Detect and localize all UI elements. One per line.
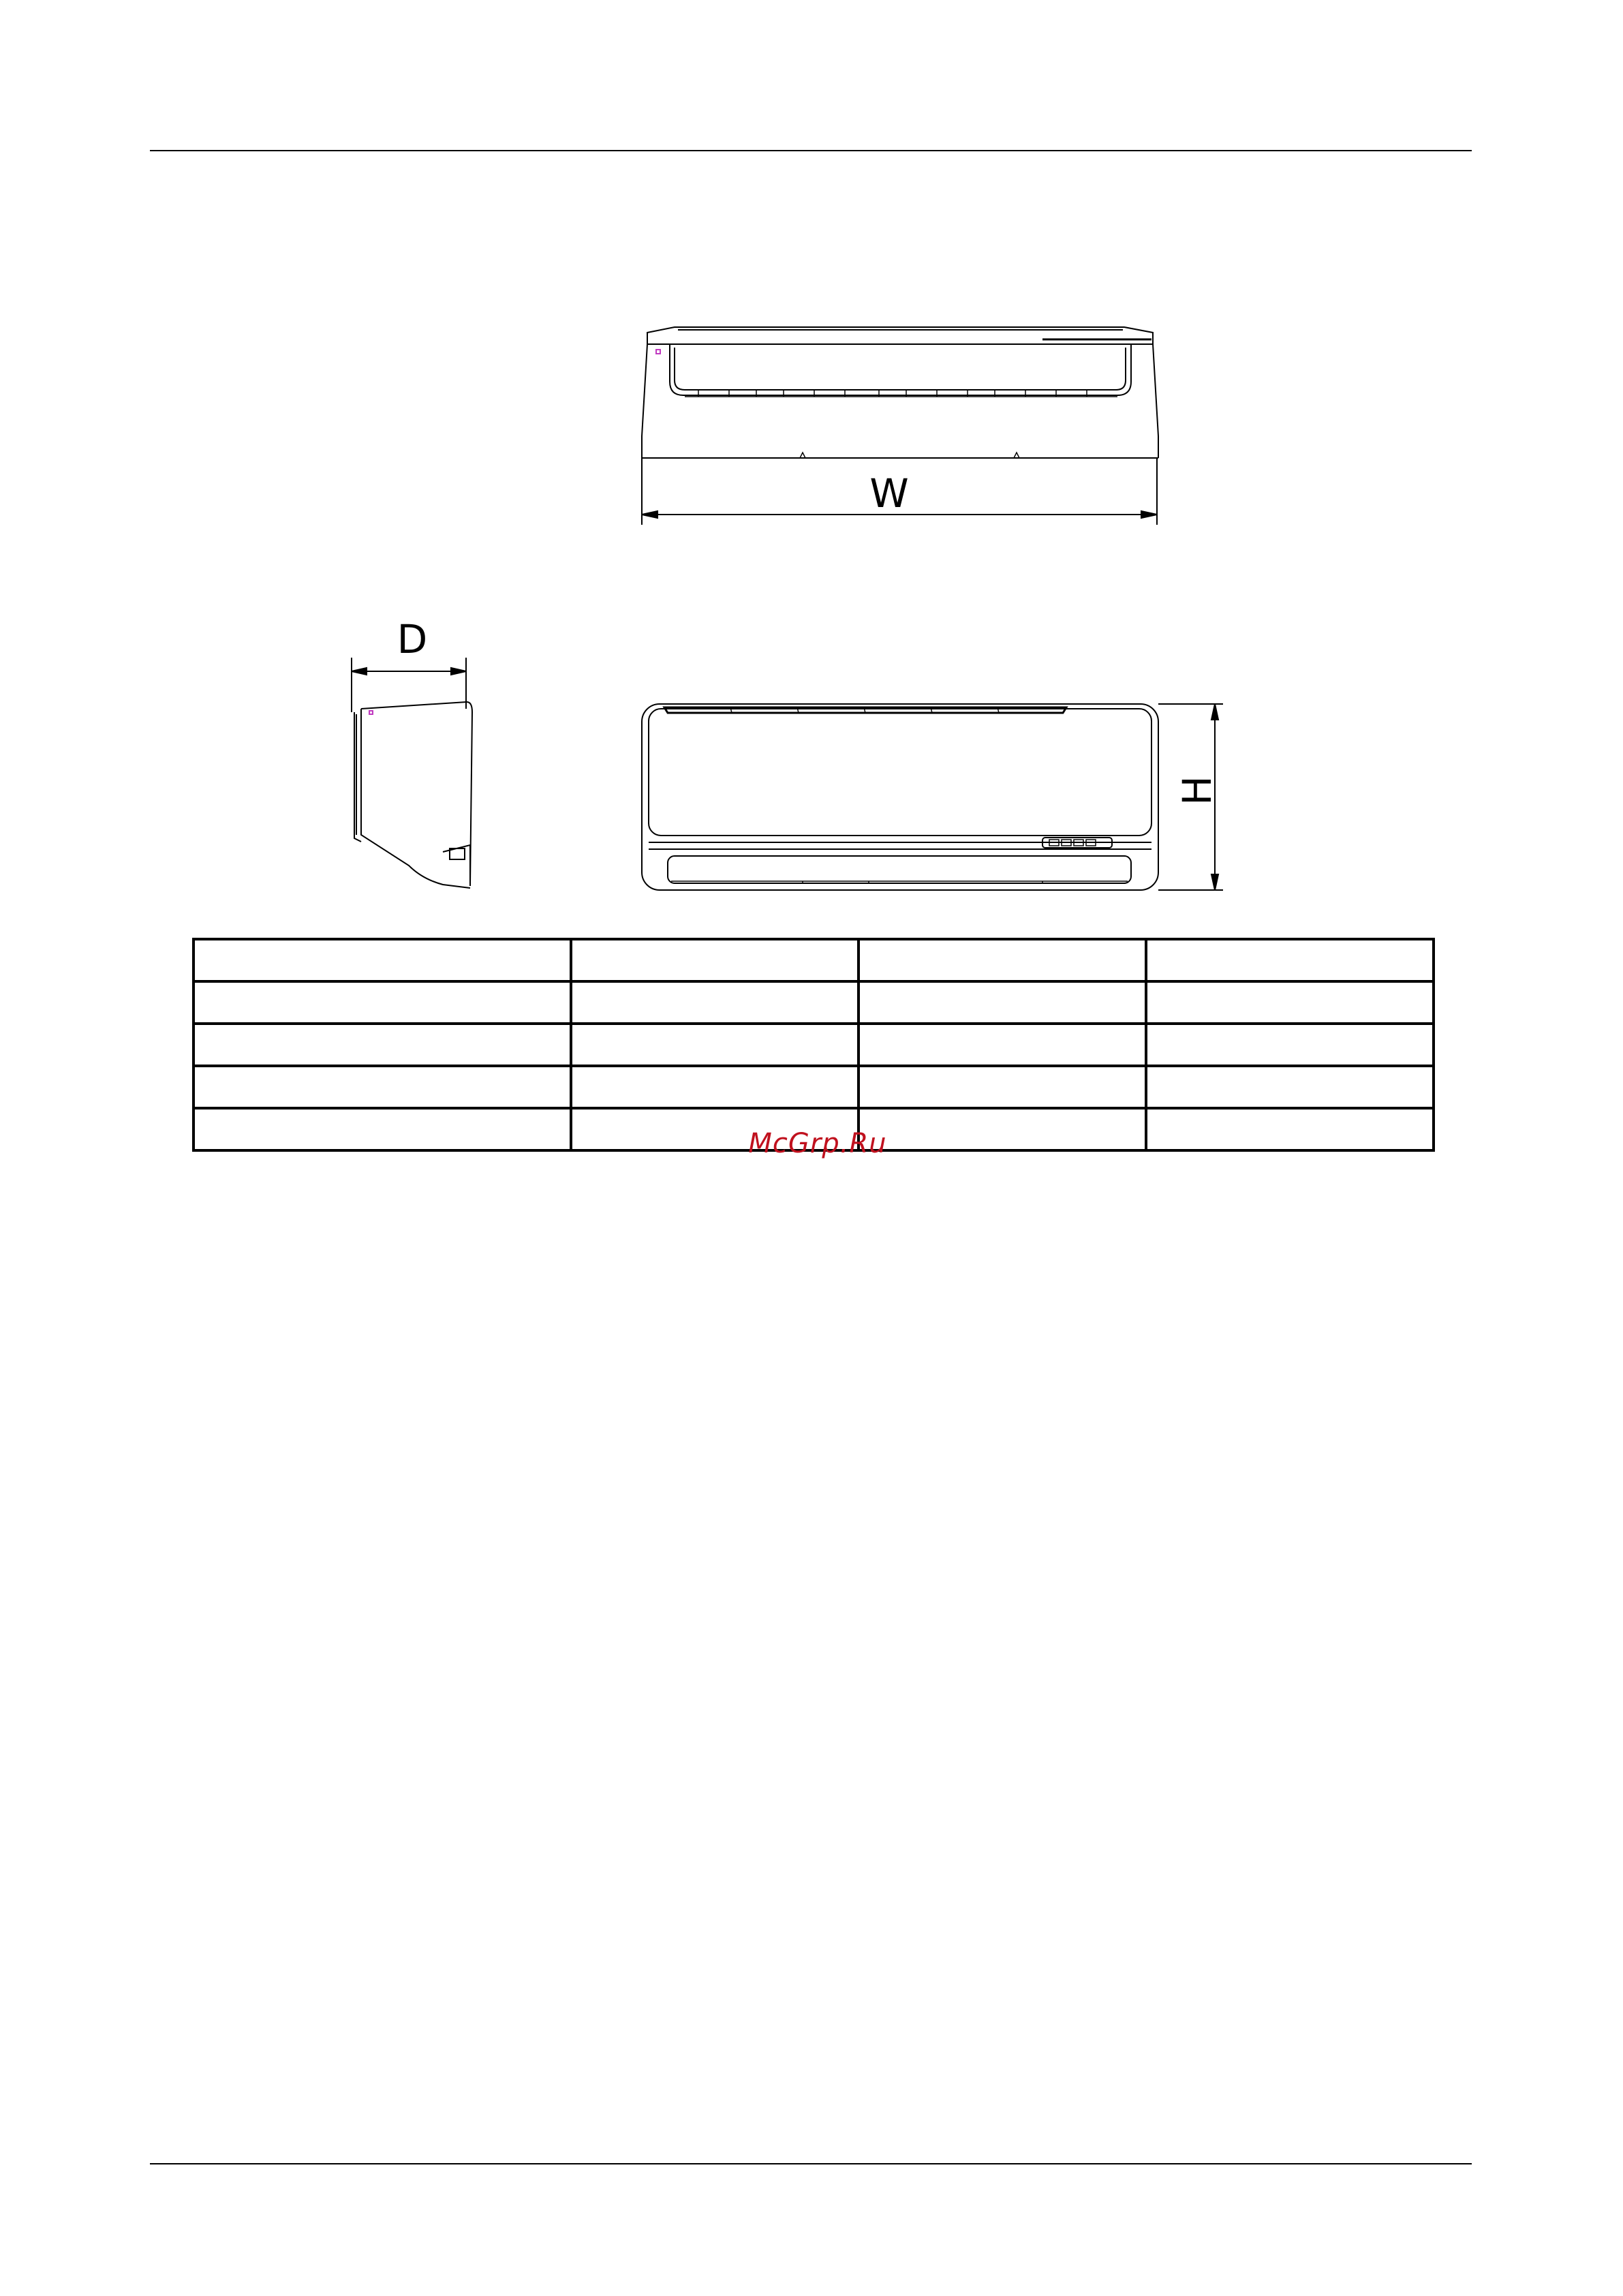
side-view-drawing <box>354 702 472 888</box>
table-cell <box>1146 939 1434 981</box>
depth-dimension <box>352 658 466 712</box>
table-cell <box>571 981 859 1024</box>
front-view-drawing <box>642 704 1158 890</box>
table-cell <box>859 1066 1146 1108</box>
table-cell <box>571 939 859 981</box>
indoor-unit-dimension-drawings <box>0 0 1623 927</box>
table-cell <box>1146 1024 1434 1066</box>
dimensions-table <box>192 938 1435 1152</box>
table-cell <box>571 1066 859 1108</box>
table-cell <box>194 1108 571 1150</box>
table-cell <box>194 939 571 981</box>
table-row <box>194 981 1434 1024</box>
height-label: H <box>1174 776 1220 806</box>
table-cell <box>1146 1066 1434 1108</box>
width-label: W <box>869 470 909 517</box>
table-cell <box>859 1024 1146 1066</box>
table-cell <box>859 939 1146 981</box>
table-row <box>194 939 1434 981</box>
table-row <box>194 1066 1434 1108</box>
table-cell <box>194 981 571 1024</box>
top-view-drawing <box>642 327 1158 458</box>
footer-rule <box>150 2163 1472 2164</box>
watermark: McGrp.Ru <box>748 1128 887 1159</box>
table-cell <box>194 1024 571 1066</box>
table-cell <box>859 981 1146 1024</box>
table-cell <box>1146 1108 1434 1150</box>
depth-label: D <box>397 616 428 662</box>
table-row <box>194 1024 1434 1066</box>
table-cell <box>194 1066 571 1108</box>
table-cell <box>571 1024 859 1066</box>
table-cell <box>1146 981 1434 1024</box>
